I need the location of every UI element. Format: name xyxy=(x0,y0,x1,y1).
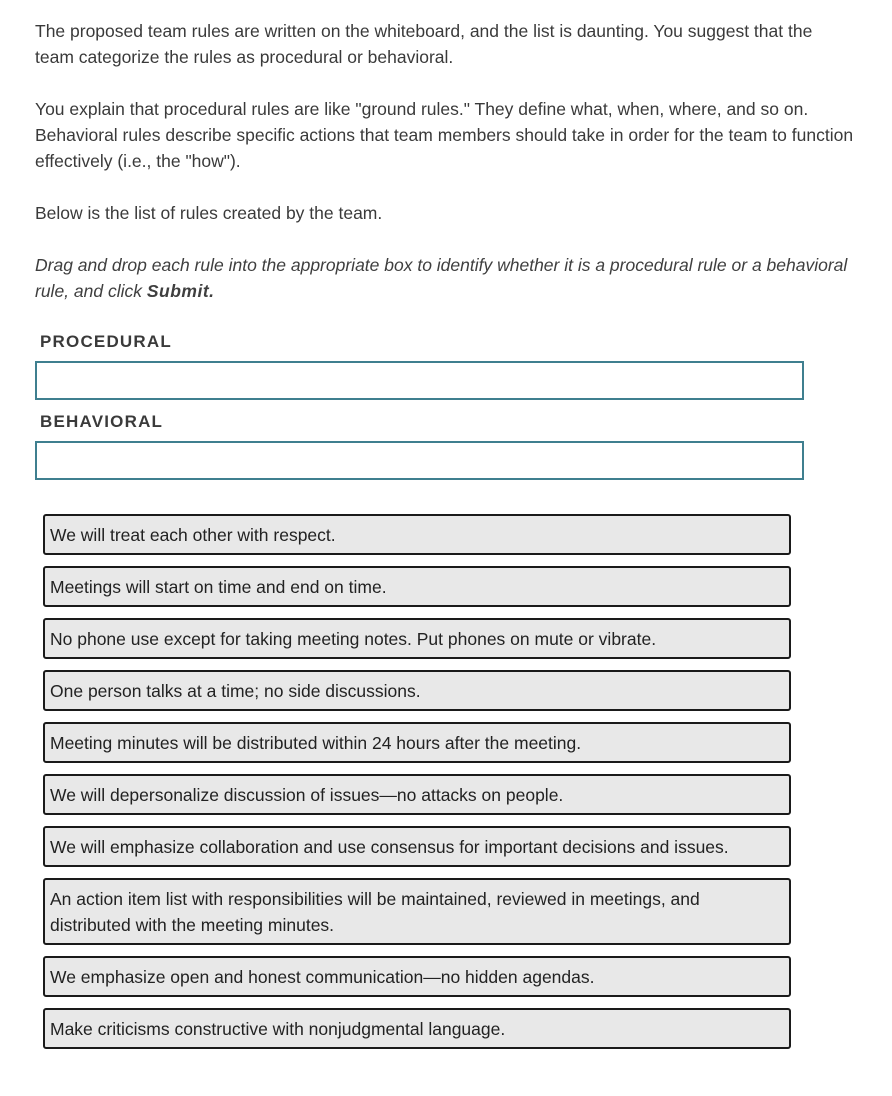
instruction-text xyxy=(35,252,855,304)
behavioral-label: BEHAVIORAL xyxy=(40,412,164,431)
intro-paragraph-2: You explain that procedural rules are like "ground rules." They define what, when, where, and so on. Behavioral rules describe specific actions that team members should take in order for the team to function effectively (i.e., the "how"). xyxy=(35,99,854,171)
rule-card[interactable]: Meetings will start on time and end on time. xyxy=(43,566,791,607)
rule-card[interactable]: We will treat each other with respect. xyxy=(43,514,791,555)
instruction-submit-word: Submit. xyxy=(146,281,215,301)
rule-card[interactable]: We will depersonalize discussion of issues—no attacks on people. xyxy=(43,774,791,815)
behavioral-drop-zone[interactable] xyxy=(35,441,804,480)
rule-card[interactable]: No phone use except for taking meeting notes. Put phones on mute or vibrate. xyxy=(43,618,791,659)
intro-paragraph-1: The proposed team rules are written on the whiteboard, and the list is daunting. You suggest that the team categorize the rules as procedural or behavioral. xyxy=(35,21,813,67)
rule-card[interactable]: One person talks at a time; no side discussions. xyxy=(43,670,791,711)
rule-card[interactable]: We will emphasize collaboration and use consensus for important decisions and issues. xyxy=(43,826,791,867)
rule-card[interactable]: Make criticisms constructive with nonjudgmental language. xyxy=(43,1008,791,1049)
rule-card-list xyxy=(43,514,791,1060)
rule-card[interactable]: We emphasize open and honest communication—no hidden agendas. xyxy=(43,956,791,997)
procedural-label: PROCEDURAL xyxy=(40,332,172,351)
instruction-body: Drag and drop each rule into the appropriate box to identify whether it is a procedural rule or a behavioral rule, and click xyxy=(35,255,848,301)
rule-card[interactable]: Meeting minutes will be distributed within 24 hours after the meeting. xyxy=(43,722,791,763)
intro-section xyxy=(35,18,855,304)
intro-paragraph-3: Below is the list of rules created by the team. xyxy=(35,203,383,223)
procedural-drop-zone[interactable] xyxy=(35,361,804,400)
rule-card[interactable]: An action item list with responsibilities will be maintained, reviewed in meetings, and distributed with the meeting minutes. xyxy=(43,878,791,945)
